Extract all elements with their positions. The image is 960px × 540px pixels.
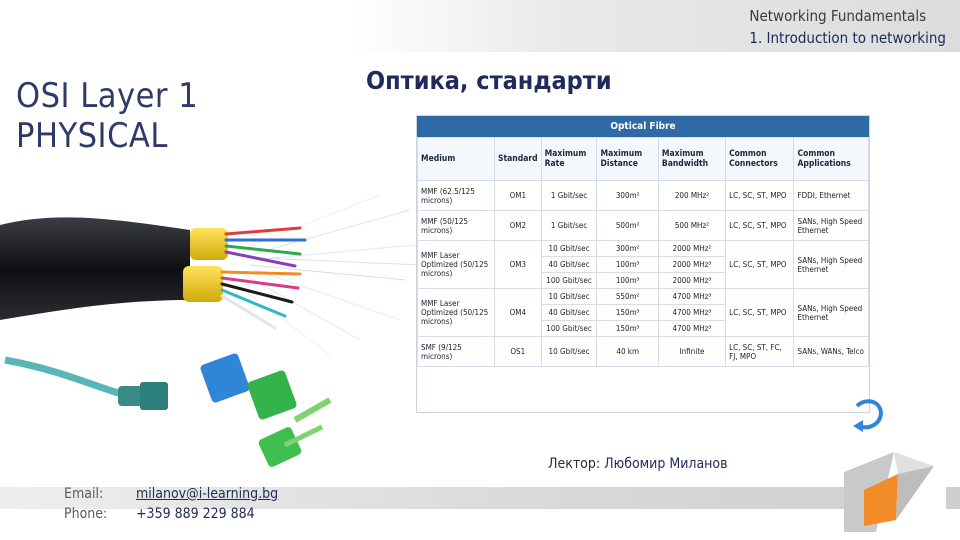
distance-cell — [597, 241, 658, 289]
lesson-name: 1. Introduction to networking — [749, 29, 946, 47]
medium-cell: SMF (9/125 microns) — [418, 337, 495, 367]
table-row — [418, 289, 869, 337]
bandwidth-value: Infinite — [679, 347, 705, 356]
distance-value: 300m² — [597, 241, 657, 257]
rate-cell — [541, 289, 597, 337]
rate-value: 40 Gbit/sec — [542, 305, 597, 321]
bandwidth-value: 2000 MHz³ — [659, 257, 725, 273]
contact-values — [136, 484, 278, 524]
standard-cell: OM3 — [494, 241, 541, 289]
standard-cell: OS1 — [494, 337, 541, 367]
standard-cell: OM4 — [494, 289, 541, 337]
medium-cell: MMF Laser Optimized (50/125 microns) — [418, 289, 495, 337]
rate-value: 40 Gbit/sec — [542, 257, 597, 273]
rate-cell — [541, 181, 597, 211]
bandwidth-value: 200 MHz² — [674, 191, 710, 200]
refresh-arrows-icon[interactable] — [851, 396, 887, 436]
column-header: Common Connectors — [726, 138, 794, 181]
layer-title-line1: OSI Layer 1 — [16, 76, 199, 116]
fibre-standards-grid — [417, 137, 869, 367]
bandwidth-value: 4700 MHz³ — [672, 324, 712, 333]
rate-value: 10 Gbit/sec — [542, 241, 597, 257]
medium-cell: MMF (50/125 microns) — [418, 211, 495, 241]
distance-value: 100m³ — [597, 257, 657, 273]
table-body — [418, 181, 869, 367]
rate-value: 1 Gbit/sec — [550, 221, 588, 230]
rate-value: 100 Gbit/sec — [546, 324, 592, 333]
rate-value: 1 Gbit/sec — [550, 191, 588, 200]
bandwidth-cell — [658, 289, 725, 337]
table-row — [418, 181, 869, 211]
bandwidth-value: 500 MHz² — [674, 221, 710, 230]
applications-cell: SANs, High Speed Ethernet — [794, 289, 869, 337]
play-triangle-logo — [836, 434, 946, 534]
distance-cell — [597, 289, 658, 337]
distance-value: 40 km — [616, 347, 639, 356]
connectors-cell: LC, SC, ST, MPO — [726, 241, 794, 289]
phone-label: Phone: — [64, 506, 108, 522]
contact-labels — [64, 484, 107, 524]
rate-cell — [541, 337, 597, 367]
table-row — [418, 211, 869, 241]
connectors-cell: LC, SC, ST, FC, FJ, MPO — [726, 337, 794, 367]
distance-cell — [597, 211, 658, 241]
distance-value: 550m² — [597, 289, 657, 305]
rate-value: 10 Gbit/sec — [548, 347, 590, 356]
medium-cell: MMF (62.5/125 microns) — [418, 181, 495, 211]
lecturer-name: Любомир Миланов — [604, 456, 728, 472]
applications-cell: SANs, High Speed Ethernet — [794, 241, 869, 289]
connectors-cell: LC, SC, ST, MPO — [726, 289, 794, 337]
connectors-cell: LC, SC, ST, MPO — [726, 181, 794, 211]
distance-value: 150m³ — [597, 305, 657, 321]
optical-fibre-table — [416, 115, 870, 413]
distance-value: 300m² — [615, 191, 640, 200]
course-name: Networking Fundamentals — [749, 7, 927, 25]
bandwidth-cell — [658, 337, 725, 367]
column-header: Medium — [418, 138, 495, 181]
bandwidth-cell — [658, 241, 725, 289]
bandwidth-cell — [658, 181, 725, 211]
top-banner — [350, 0, 960, 52]
lecturer-line — [548, 456, 728, 472]
standard-cell: OM1 — [494, 181, 541, 211]
bandwidth-value: 4700 MHz³ — [659, 289, 725, 305]
phone-number: +359 889 229 884 — [136, 506, 255, 522]
column-header: Maximum Distance — [597, 138, 658, 181]
layer-title-line2: PHYSICAL — [16, 116, 168, 156]
distance-cell — [597, 181, 658, 211]
distance-value: 150m³ — [615, 324, 640, 333]
medium-cell: MMF Laser Optimized (50/125 microns) — [418, 241, 495, 289]
bandwidth-value: 2000 MHz³ — [672, 276, 712, 285]
table-row — [418, 241, 869, 289]
course-info — [749, 5, 946, 49]
table-header-row — [418, 138, 869, 181]
applications-cell: SANs, High Speed Ethernet — [794, 211, 869, 241]
fiber-cable-image — [0, 170, 420, 475]
standard-cell: OM2 — [494, 211, 541, 241]
email-link[interactable]: milanov@i-learning.bg — [136, 486, 279, 502]
table-title: Optical Fibre — [417, 116, 869, 137]
email-label: Email: — [64, 486, 104, 502]
bandwidth-value: 4700 MHz³ — [659, 305, 725, 321]
applications-cell: SANs, WANs, Telco — [794, 337, 869, 367]
column-header: Standard — [494, 138, 541, 181]
distance-value: 100m³ — [615, 276, 640, 285]
distance-value: 500m² — [615, 221, 640, 230]
layer-title — [16, 76, 198, 156]
table-row — [418, 337, 869, 367]
column-header: Maximum Rate — [541, 138, 597, 181]
connectors-cell: LC, SC, ST, MPO — [726, 211, 794, 241]
bandwidth-cell — [658, 211, 725, 241]
column-header: Maximum Bandwidth — [658, 138, 725, 181]
lecturer-label: Лектор: — [548, 456, 601, 472]
bandwidth-value: 2000 MHz² — [659, 241, 725, 257]
rate-value: 100 Gbit/sec — [546, 276, 592, 285]
rate-cell — [541, 241, 597, 289]
distance-cell — [597, 337, 658, 367]
rate-cell — [541, 211, 597, 241]
slide-title: Оптика, стандарти — [366, 66, 612, 95]
column-header: Common Applications — [794, 138, 869, 181]
rate-value: 10 Gbit/sec — [542, 289, 597, 305]
applications-cell: FDDI, Ethernet — [794, 181, 869, 211]
